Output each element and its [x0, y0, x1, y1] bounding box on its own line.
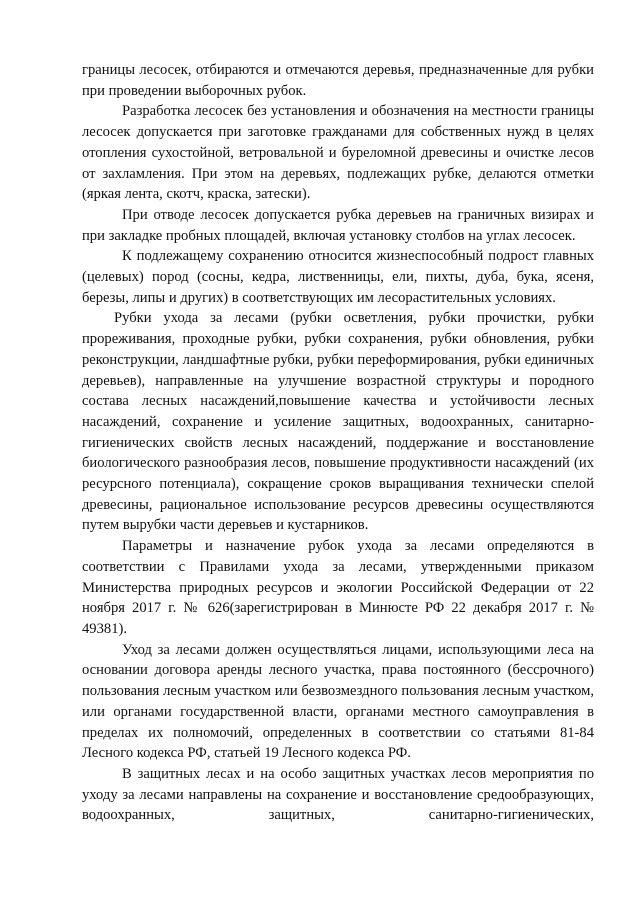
paragraph: Разработка лесосек без установления и обозначения на местности границы лесосек допускается при заготовке гражданами для собственных нужд в целях отопления сухостойной, ветровальной и буреломной древесины и очистке лесов от захламления. При этом на деревьях, подлежащих рубке, делаются отметки (яркая лента, скотч, краска, затески).: [82, 103, 594, 203]
paragraph: Уход за лесами должен осуществляться лицами, использующими леса на основании договора аренды лесного участка, права постоянного (бессрочного) пользования лесным участком или безвозмездного пользования лесным участком, или органами государственной власти, органами местного самоуправления в пределах их полномочий, определенных в соответствии со статьями 81-84 Лесного кодекса РФ, статьей 19 Лесного кодекса РФ.: [82, 641, 594, 762]
paragraph-continued: В защитных лесах и на особо защитных участках лесов мероприятия по уходу за лесами направлены на сохранение и восстановление средообразующих, водоохранных, защитных, санитарно-гигиенических,: [82, 765, 594, 824]
paragraph: Рубки ухода за лесами (рубки осветления, рубки прочистки, рубки прореживания, проходные рубки, рубки сохранения, рубки обновления, рубки реконструкции, ландшафтные рубки, рубки переформирования, рубки единичных деревьев), направленные на улучшение возрастной структуры и породного состава лесных насаждений,повышение качества и устойчивости лесных насаждений, сохранение и усиление защитных, водоохранных, санитарно-гигиенических свойств лесных насаждений, поддержание и восстановление биологического разнообразия лесов, повышение продуктивности насаждений (их ресурсного потенциала), сокращение сроков выращивания технически спелой древесины, рациональное использование ресурсов древесины осуществляются путем вырубки части деревьев и кустарников.: [82, 310, 594, 534]
paragraph: К подлежащему сохранению относится жизнеспособный подрост главных (целевых) пород (сосны, кедра, лиственницы, ели, пихты, дуба, бука, ясеня, березы, липы и других) в соответствующих им лесорастительных условиях.: [82, 248, 594, 306]
paragraph: При отводе лесосек допускается рубка деревьев на граничных визирах и при закладке пробных площадей, включая установку столбов на углах лесосек.: [82, 206, 594, 244]
paragraph: Параметры и назначение рубок ухода за лесами определяются в соответствии с Правилами ухода за лесами, утвержденными приказом Министерства природных ресурсов и экологии Российской Федерации от 22 ноября 2017 г. № 626(зарегистрирован в Минюсте РФ 22 декабря 2017 г. № 49381).: [82, 538, 594, 637]
paragraph-continuation: границы лесосек, отбираются и отмечаются деревья, предназначенные для рубки при проведении выборочных рубок.: [82, 62, 594, 99]
document-page: [82, 60, 594, 826]
